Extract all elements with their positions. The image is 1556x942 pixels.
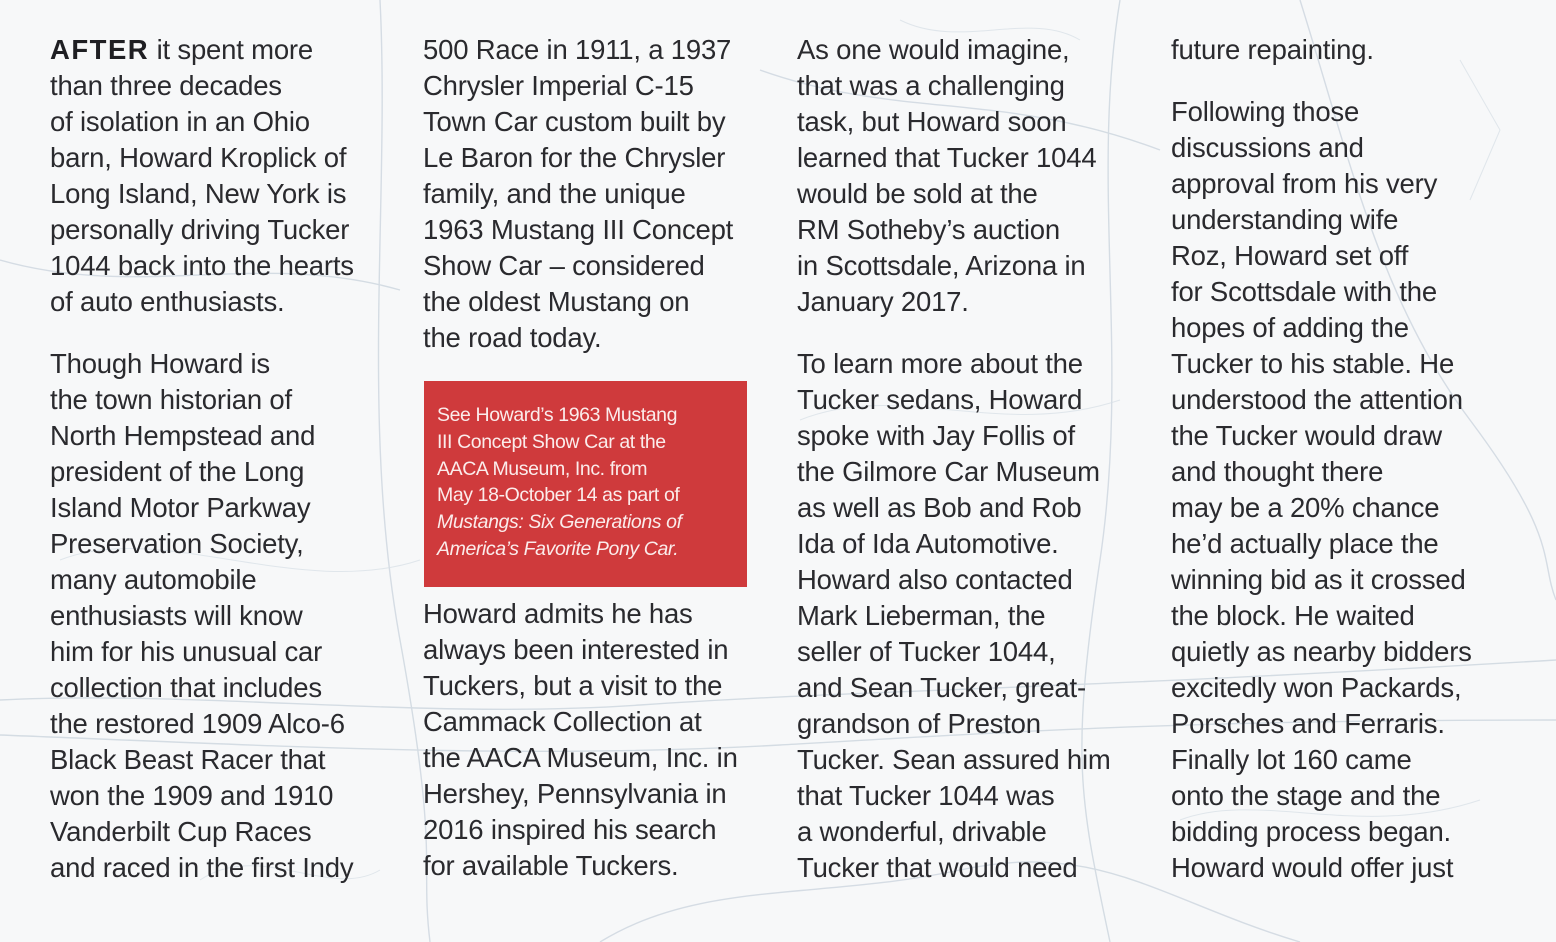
event-callout-box: See Howard’s 1963 Mustang III Concept Show Car at the AACA Museum, Inc. from May 18-October 14 as part of Mustangs: Six Generations of America’s Favorite Pony Car. — [424, 381, 747, 587]
repainting-paragraph: future repainting. — [1171, 34, 1374, 65]
intro-paragraph: AFTER it spent more than three decades of isolation in an Ohio barn, Howard Kroplick of Long Island, New York is personally driving Tucker 1044 back into the hearts of auto enthusiasts. — [50, 34, 354, 317]
lead-word: AFTER — [50, 34, 150, 65]
auction-paragraph: As one would imagine, that was a challenging task, but Howard soon learned that Tucker 1044 would be sold at the RM Sotheby’s auction in Scottsdale, Arizona in January 2017. — [797, 34, 1097, 317]
article-column-4 — [1171, 32, 1511, 886]
article-column-3 — [797, 32, 1137, 886]
article-column-2-lower — [423, 596, 763, 884]
collection-paragraph: 500 Race in 1911, a 1937 Chrysler Imperial C-15 Town Car custom built by Le Baron for the Chrysler family, and the unique 1963 Mustang III Concept Show Car – considered the oldest Mustang on the road today. — [423, 34, 734, 353]
exhibit-title-cont: America’s Favorite Pony Car. — [437, 537, 679, 560]
interest-paragraph: Howard admits he has always been interested in Tuckers, but a visit to the Cammack Collection at the AACA Museum, Inc. in Hershey, Pennsylvania in 2016 inspired his search for available Tuckers. — [423, 598, 738, 881]
research-paragraph: To learn more about the Tucker sedans, Howard spoke with Jay Follis of the Gilmore Car Museum as well as Bob and Rob Ida of Ida Automotive. Howard also contacted Mark Lieberman, the seller of Tucker 1044, and Sean Tucker, great- grandson of Preston Tucker. Sean assured him that Tucker 1044 was a wonderful, drivable Tucker that would need — [797, 348, 1111, 883]
exhibit-title: Mustangs: Six Generations of — [437, 511, 682, 534]
article-column-2 — [423, 32, 763, 356]
historian-paragraph: Though Howard is the town historian of North Hempstead and president of the Long Island Motor Parkway Preservation Society, many automobile enthusiasts will know him for his unusual car collection that includes the restored 1909 Alco-6 Black Beast Racer that won the 1909 and 1910 Vanderbilt Cup Races and raced in the first Indy — [50, 348, 354, 883]
article-column-1 — [50, 32, 390, 886]
bidding-paragraph: Following those discussions and approval from his very understanding wife Roz, Howard set off for Scottsdale with the hopes of adding the Tucker to his stable. He understood the attention the Tucker would draw and thought there may be a 20% chance he’d actually place the winning bid as it crossed the block. He waited quietly as nearby bidders excitedly won Packards, Porsches and Ferraris. Finally lot 160 came onto the stage and the bidding process began. Howard would offer just — [1171, 96, 1472, 883]
